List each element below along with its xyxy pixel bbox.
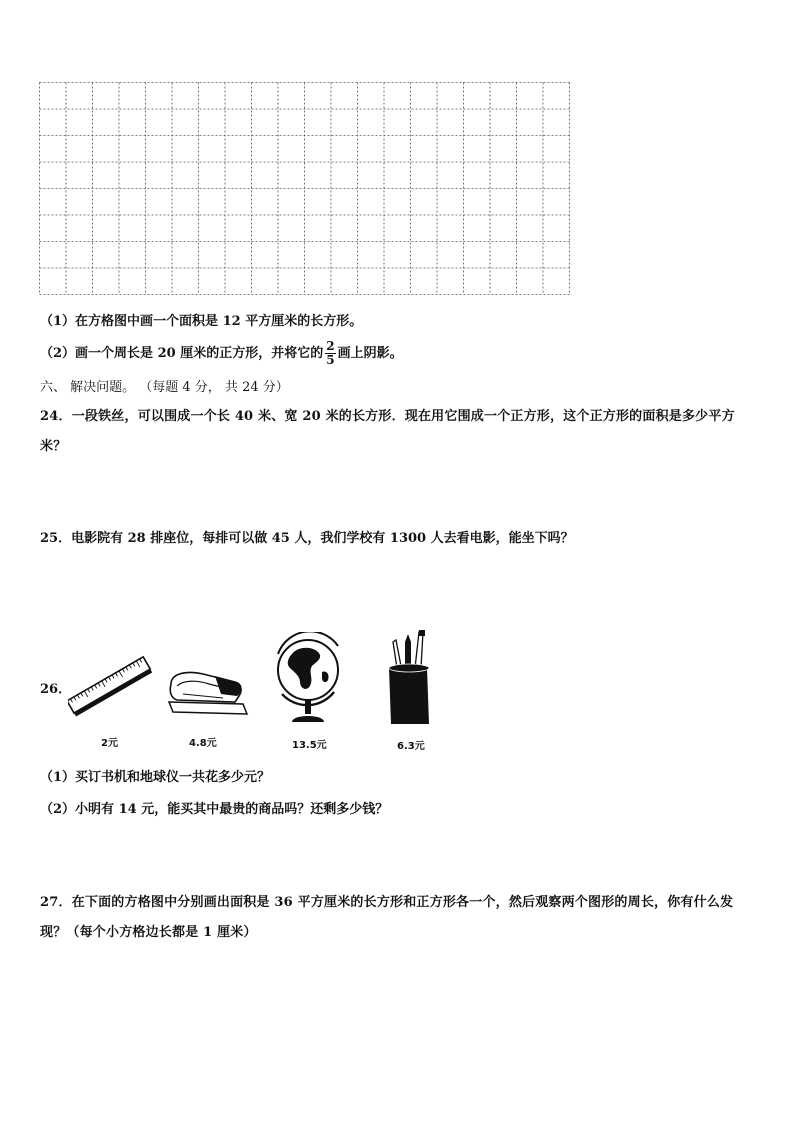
globe-icon (272, 632, 348, 728)
q25-text: 25．电影院有 28 排座位，每排可以做 45 人，我们学校有 1300 人去看电影，能坐下吗？ (40, 531, 574, 546)
q23-part2-before: （2）画一个周长是 20 厘米的正方形，并将它的 (40, 346, 324, 361)
drawing-grid[interactable] (39, 82, 571, 296)
fraction-denominator: 5 (326, 353, 335, 367)
ruler-icon (68, 655, 152, 721)
q23-part2-after: 画上阴影。 (337, 346, 403, 361)
q26-part1: （1）买订书机和地球仪一共花多少元？ (40, 770, 271, 785)
section6-title: 六、 解决问题。 （每题 4 分， 共 24 分） (40, 380, 289, 395)
q26-part2: （2）小明有 14 元，能买其中最贵的商品吗？还剩多少钱？ (40, 802, 389, 817)
q27-text: 27．在下面的方格图中分别画出面积是 36 平方厘米的长方形和正方形各一个，然后观察两个图形的周长，你有什么发现？（每个小方格边长都是 1 厘米） (40, 895, 734, 940)
q23-part1: （1）在方格图中画一个面积是 12 平方厘米的长方形。 (40, 314, 363, 329)
pen-holder-price: 6.3元 (397, 741, 425, 752)
q26-number: 26． (40, 682, 72, 697)
stapler-icon (163, 662, 253, 720)
fraction (325, 340, 335, 367)
pen-holder-icon (385, 628, 435, 728)
q23-part2 (40, 340, 403, 367)
fraction-numerator: 2 (326, 339, 335, 353)
q24-text: 24．一段铁丝，可以围成一个长 40 米、宽 20 米的长方形．现在用它围成一个正方形，这个正方形的面积是多少平方米？ (40, 409, 735, 454)
ruler-price: 2元 (101, 738, 118, 749)
globe-price: 13.5元 (292, 740, 327, 751)
stapler-price: 4.8元 (189, 738, 217, 749)
